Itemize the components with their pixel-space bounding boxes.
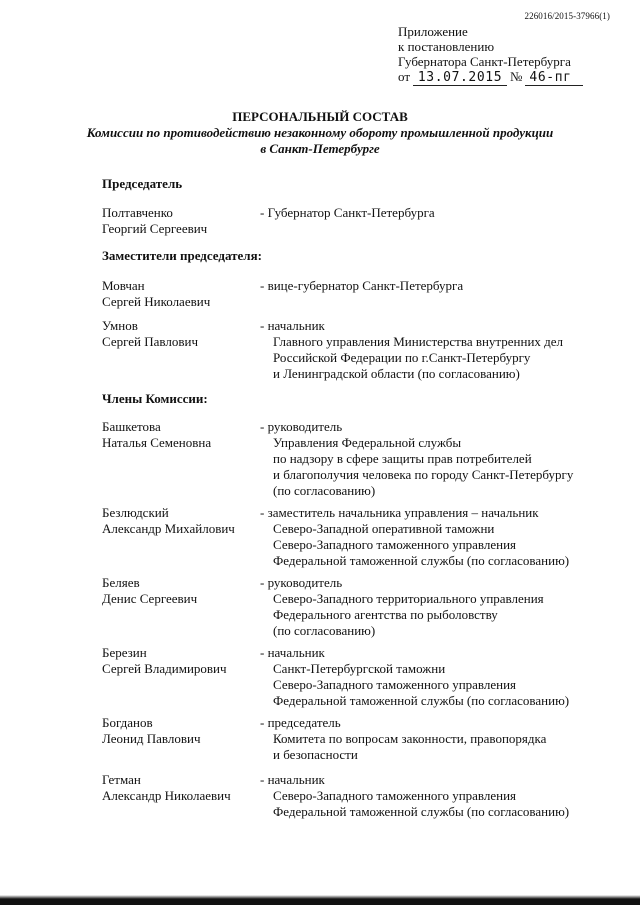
- member-first-name: Леонид Павлович: [102, 731, 201, 746]
- position-line: - начальник: [260, 318, 325, 333]
- appendix-line-1: Приложение: [398, 24, 468, 39]
- position-line: и благополучия человека по городу Санкт-Петербургу: [273, 467, 574, 482]
- member-last-name: Гетман: [102, 772, 141, 787]
- member-position: [260, 278, 620, 294]
- position-line: Северо-Западного территориального управления: [273, 591, 544, 606]
- section-deputies-title: Заместители председателя:: [102, 248, 262, 263]
- member-first-name: Сергей Владимирович: [102, 661, 227, 676]
- scan-bottom-edge: [0, 895, 640, 905]
- member-last-name: Березин: [102, 645, 147, 660]
- appendix-block: [398, 24, 583, 86]
- number-label: №: [510, 69, 523, 84]
- position-line: и безопасности: [273, 747, 358, 762]
- member-name: [102, 715, 262, 747]
- position-line: Главного управления Министерства внутренних дел: [273, 334, 564, 349]
- member-position: [260, 205, 620, 221]
- document-reference-number: 226016/2015-37966(1): [524, 11, 610, 21]
- position-line: Северо-Западного таможенного управления: [273, 677, 517, 692]
- member-position: [260, 772, 620, 820]
- member-position: [260, 318, 620, 382]
- position-line: Федерального агентства по рыболовству: [273, 607, 498, 622]
- position-line: по надзору в сфере защиты прав потребителей: [273, 451, 532, 466]
- position-line: Северо-Западного таможенного управления: [273, 537, 517, 552]
- document-title: ПЕРСОНАЛЬНЫЙ СОСТАВ: [232, 109, 408, 124]
- member-name: [102, 772, 262, 804]
- position-line: Федеральной таможенной службы (по согласованию): [273, 804, 570, 819]
- member-first-name: Наталья Семеновна: [102, 435, 212, 450]
- position-line: - председатель: [260, 715, 341, 730]
- decree-date: 13.07.2015: [413, 70, 507, 86]
- document-subtitle-city: в Санкт-Петербурге: [260, 141, 380, 156]
- member-first-name: Денис Сергеевич: [102, 591, 198, 606]
- position-line: - вице-губернатор Санкт-Петербурга: [260, 278, 464, 293]
- position-line: Российской Федерации по г.Санкт-Петербургу: [273, 350, 531, 365]
- member-name: [102, 318, 262, 350]
- member-last-name: Богданов: [102, 715, 153, 730]
- appendix-line-2: к постановлению: [398, 39, 495, 54]
- document-subtitle: Комиссии по противодействию незаконному обороту промышленной продукции: [86, 125, 554, 140]
- member-name: [102, 419, 262, 451]
- member-position: [260, 645, 620, 709]
- position-line: Управления Федеральной службы: [273, 435, 462, 450]
- member-name: [102, 645, 262, 677]
- from-label: от: [398, 69, 411, 84]
- position-line: (по согласованию): [273, 623, 376, 638]
- member-last-name: Безлюдский: [102, 505, 169, 520]
- position-line: Северо-Западного таможенного управления: [273, 788, 517, 803]
- member-position: [260, 715, 620, 763]
- member-last-name: Башкетова: [102, 419, 161, 434]
- member-last-name: Беляев: [102, 575, 140, 590]
- position-line: - начальник: [260, 772, 325, 787]
- member-last-name: Мовчан: [102, 278, 145, 293]
- document-header: [40, 109, 600, 157]
- position-line: Федеральной таможенной службы (по согласованию): [273, 693, 570, 708]
- position-line: - руководитель: [260, 419, 343, 434]
- member-name: [102, 205, 262, 237]
- position-line: - руководитель: [260, 575, 343, 590]
- position-line: Северо-Западной оперативной таможни: [273, 521, 495, 536]
- member-first-name: Александр Михайлович: [102, 521, 235, 536]
- position-line: Санкт-Петербургской таможни: [273, 661, 446, 676]
- position-line: - Губернатор Санкт-Петербурга: [260, 205, 435, 220]
- member-first-name: Александр Николаевич: [102, 788, 231, 803]
- member-first-name: Георгий Сергеевич: [102, 221, 208, 236]
- member-first-name: Сергей Николаевич: [102, 294, 211, 309]
- section-chair-title: Председатель: [102, 176, 183, 191]
- member-name: [102, 575, 262, 607]
- decree-number: 46-пг: [525, 70, 583, 86]
- position-line: (по согласованию): [273, 483, 376, 498]
- member-name: [102, 505, 262, 537]
- member-position: [260, 575, 620, 639]
- member-last-name: Полтавченко: [102, 205, 173, 220]
- position-line: - начальник: [260, 645, 325, 660]
- member-position: [260, 419, 620, 499]
- position-line: и Ленинградской области (по согласованию): [273, 366, 520, 381]
- member-last-name: Умнов: [102, 318, 138, 333]
- section-members-title: Члены Комиссии:: [102, 391, 208, 406]
- position-line: - заместитель начальника управления – начальник: [260, 505, 539, 520]
- appendix-line-3: Губернатора Санкт-Петербурга: [398, 54, 571, 69]
- position-line: Федеральной таможенной службы (по согласованию): [273, 553, 570, 568]
- appendix-date-line: [398, 69, 583, 86]
- position-line: Комитета по вопросам законности, правопорядка: [273, 731, 547, 746]
- member-name: [102, 278, 262, 310]
- member-position: [260, 505, 620, 569]
- member-first-name: Сергей Павлович: [102, 334, 198, 349]
